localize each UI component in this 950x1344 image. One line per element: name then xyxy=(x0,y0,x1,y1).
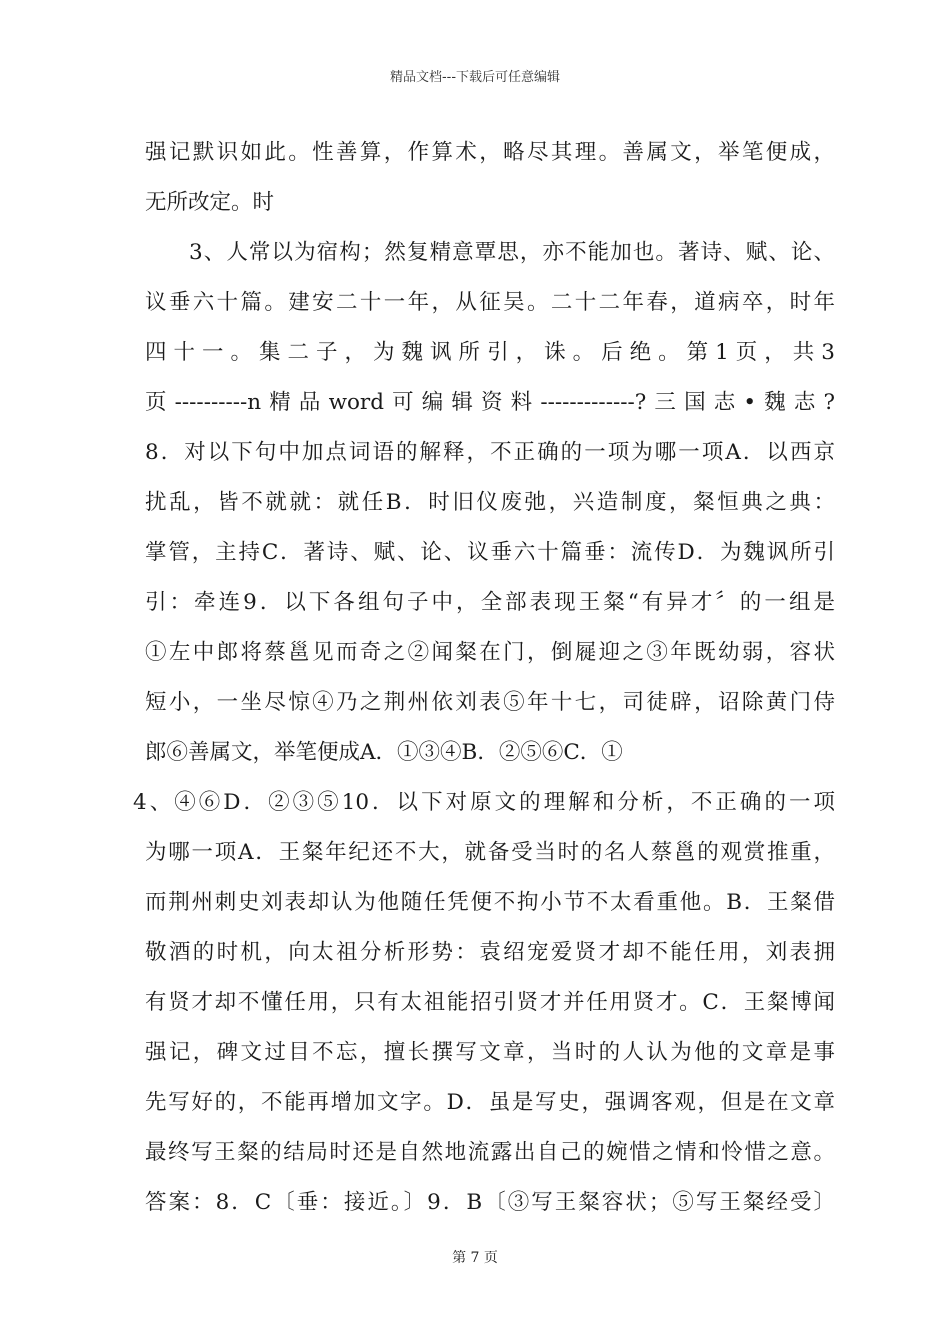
text-line: 强记默识如此。性善算，作算术，略尽其理。善属文，举笔便成， xyxy=(145,140,835,165)
text-line: ①左中郎将蔡邕见而奇之②闻粲在门，倒屣迎之③年既幼弱，容状 xyxy=(145,640,835,665)
text-line: 扰乱，皆不就就：就任B．时旧仪废弛，兴造制度，粲恒典之典： xyxy=(145,490,835,515)
text-line: 3、人常以为宿构；然复精意覃思，亦不能加也。著诗、赋、论、 xyxy=(189,240,835,265)
text-line: 短小，一坐尽惊④乃之荆州依刘表⑤年十七，司徒辟，诏除黄门侍 xyxy=(145,690,835,715)
document-body xyxy=(133,128,835,1228)
text-line: 先写好的，不能再增加文字。D．虽是写史，强调客观，但是在文章 xyxy=(145,1090,835,1115)
text-line: 无所改定。时 xyxy=(145,190,275,215)
text-line: 强记，碑文过目不忘，擅长撰写文章，当时的人认为他的文章是事 xyxy=(145,1040,835,1065)
text-line: 引：牵连9．以下各组句子中，全部表现王粲“有异才〞的一组是 xyxy=(145,590,835,615)
text-line: 4、④⑥D．②③⑤10．以下对原文的理解和分析，不正确的一项 xyxy=(133,790,835,815)
text-line: 四十一。集二子，为魏讽所引，诛。后绝。第1页，共3 xyxy=(145,340,835,365)
text-line: 议垂六十篇。建安二十一年，从征吴。二十二年春，道病卒，时年 xyxy=(145,290,835,315)
page-header: 精品文档---下载后可任意编辑 xyxy=(389,70,561,85)
text-line: 8．对以下句中加点词语的解释，不正确的一项为哪一项A．以西京 xyxy=(145,440,835,465)
text-line: 掌管，主持C．著诗、赋、论、议垂六十篇垂：流传D．为魏讽所引 xyxy=(145,540,835,565)
text-line: 而荆州刺史刘表却认为他随任凭便不拘小节不太看重他。B．王粲借 xyxy=(145,890,835,915)
page-number: 第 7 页 xyxy=(452,1250,498,1266)
text-line: 最终写王粲的结局时还是自然地流露出自己的婉惜之情和怜惜之意。 xyxy=(145,1140,835,1165)
text-line: 为哪一项A．王粲年纪还不大，就备受当时的名人蔡邕的观赏推重， xyxy=(145,840,835,865)
text-line: 有贤才却不懂任用，只有太祖能招引贤才并任用贤才。C．王粲博闻 xyxy=(145,990,835,1015)
text-line: 郎⑥善属文，举笔便成A．①③④B．②⑤⑥C．① xyxy=(145,740,623,765)
text-line: 敬酒的时机，向太祖分析形势：袁绍宠爱贤才却不能任用，刘表拥 xyxy=(145,940,835,965)
text-line: 答案：8．C〔垂：接近。〕9．B〔③写王粲容状；⑤写王粲经受〕 xyxy=(145,1190,835,1215)
text-line: 页----------n精品word可编辑资料-------------?三国志•魏志? xyxy=(145,390,835,415)
